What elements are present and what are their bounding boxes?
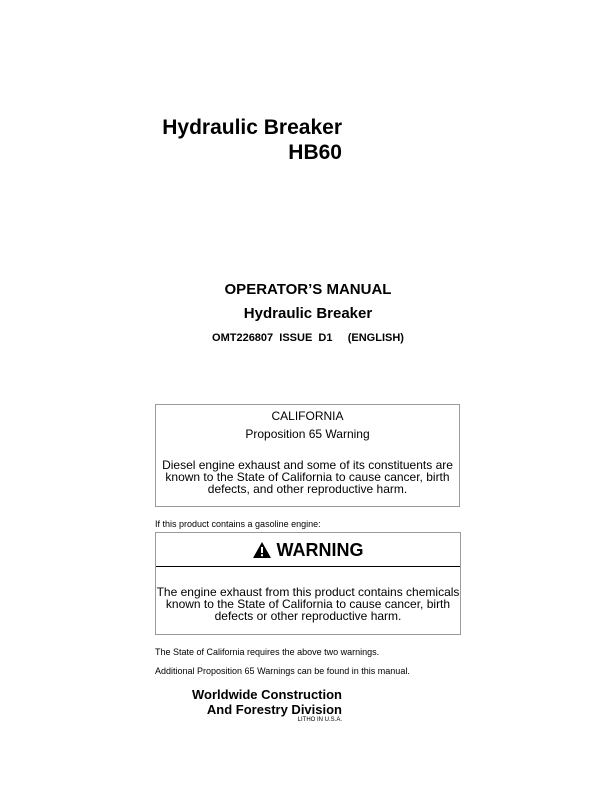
warning-header [156,533,460,567]
title-line-1: Hydraulic Breaker [162,116,342,139]
litho-note: LITHO IN U.S.A. [297,717,342,723]
warning-label: WARNING [276,539,364,560]
california-notice-body: Diesel engine exhaust and some of its constituents are known to the State of California to cause cancer, birth defects, and other reproductive harm. [162,458,453,496]
requirement-note: The State of California requires the above two warnings. [155,647,380,657]
publication-info: OMT226807 ISSUE D1 (ENGLISH) [212,332,404,344]
proposition-65-heading: Proposition 65 Warning [245,427,370,441]
california-notice-box [155,404,460,507]
warning-triangle-icon [253,542,271,558]
title-line-2: HB60 [288,141,342,164]
additional-warnings-note: Additional Proposition 65 Warnings can be found in this manual. [155,666,410,676]
manual-subject: Hydraulic Breaker [243,305,373,322]
division-name-line-1: Worldwide Construction [192,687,342,702]
california-heading: CALIFORNIA [271,409,344,423]
warning-body: The engine exhaust from this product contains chemicals known to the State of California to cause cancer, birth defects or other reproductive harm. [156,585,460,623]
warning-box [155,532,461,635]
manual-type: OPERATOR’S MANUAL [224,281,392,298]
division-name-line-2: And Forestry Division [206,702,342,717]
gasoline-engine-note: If this product contains a gasoline engine: [155,519,321,529]
